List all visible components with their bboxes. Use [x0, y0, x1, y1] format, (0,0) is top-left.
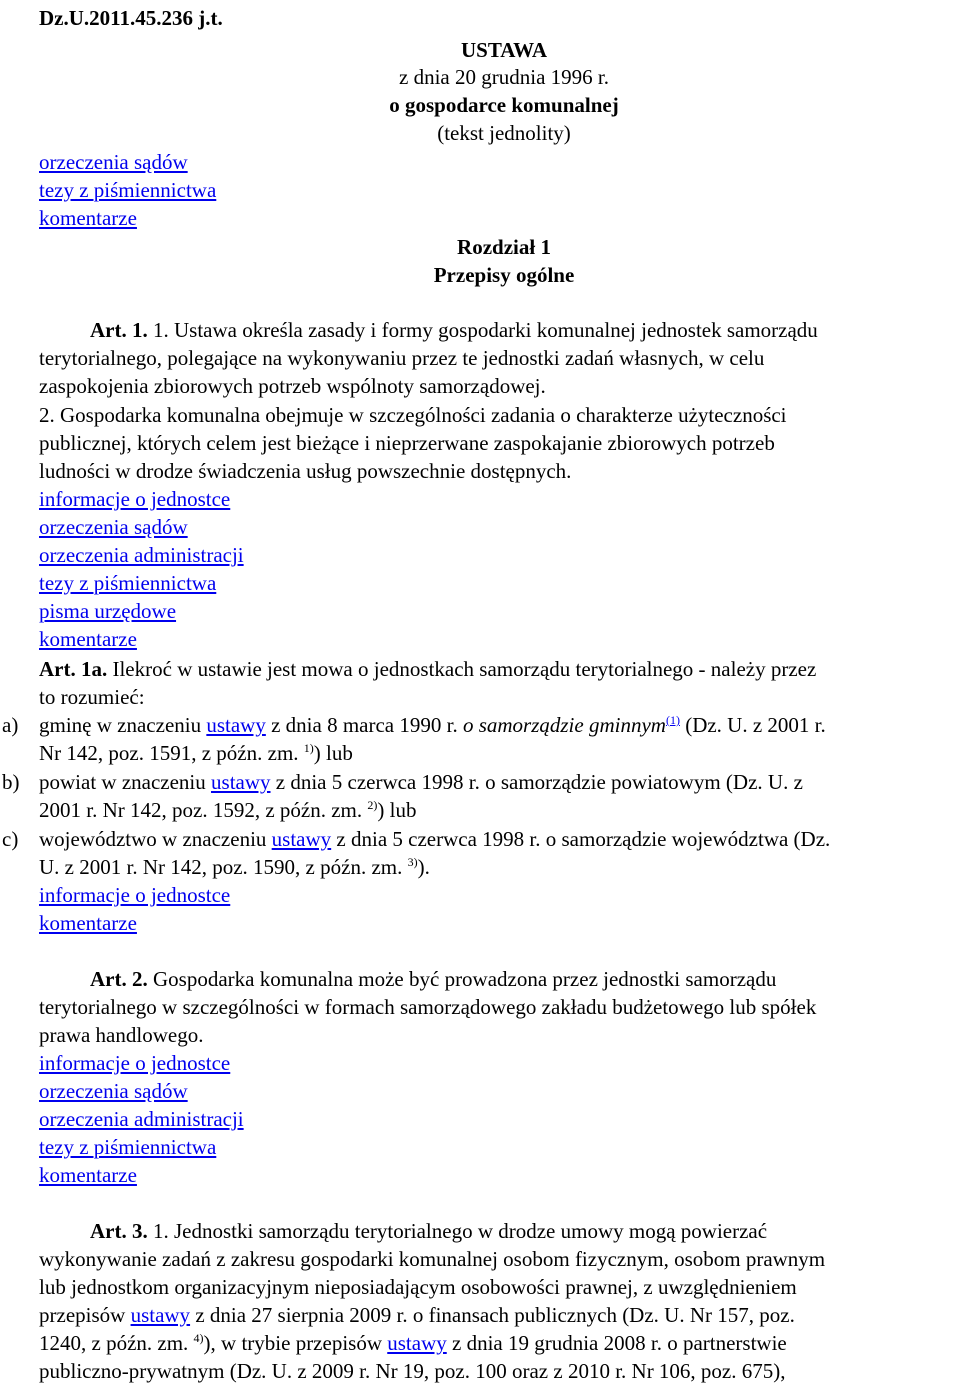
art1a-link-unit-info[interactable]: informacje o jednostce [39, 883, 231, 907]
art1-label: Art. 1. [90, 318, 148, 342]
art1a-item-b-line1 [39, 768, 803, 796]
art3-line5 [39, 1329, 787, 1357]
art3-act-link-1[interactable]: ustawy [130, 1303, 191, 1327]
art1-p2-text-3: ludności w drodze świadczenia usług powszechnie dostępnych. [39, 459, 572, 483]
art1a-item-c-pre: województwo w znaczeniu [39, 827, 267, 851]
art3-text-2: wykonywanie zadań z zakresu gospodarki komunalnej osobom fizycznym, osobom prawnym [39, 1247, 826, 1271]
art1a-item-b-line2-post: ) lub [377, 798, 417, 822]
art3-footnote: 4) [193, 1331, 204, 1345]
art1a-item-a-line2-post: ) lub [313, 741, 353, 765]
art1a-item-b-line2-pre: 2001 r. Nr 142, poz. 1592, z późn. zm. [39, 798, 363, 822]
art1-link-unit-info[interactable]: informacje o jednostce [39, 487, 231, 511]
art2-text-3: prawa handlowego. [39, 1023, 204, 1047]
art1a-text-1: Ilekroć w ustawie jest mowa o jednostkach samorządu terytorialnego - należy przez [112, 657, 817, 681]
art1a-item-c-line2 [39, 853, 430, 881]
art3-label: Art. 3. [90, 1219, 148, 1243]
art1-p1-number: 1. [152, 318, 169, 342]
art2-text-1: Gospodarka komunalna może być prowadzona przez jednostki samorządu [152, 967, 777, 991]
art1a-item-c-footnote: 3) [407, 855, 418, 869]
art1-p2-line1 [39, 401, 787, 429]
art2-link-literature-theses[interactable]: tezy z piśmiennictwa [39, 1135, 217, 1159]
art3-line4-post: z dnia 27 sierpnia 2009 r. o finansach publicznych (Dz. U. Nr 157, poz. [195, 1303, 795, 1327]
art1-p1-text-2: terytorialnego, polegające na wykonywaniu przez te jednostki zadań własnych, w celu [39, 346, 765, 370]
art1a-item-b-footnote: 2) [367, 798, 378, 812]
art3-line5-post: z dnia 19 grudnia 2008 r. o partnerstwie [452, 1331, 787, 1355]
art3-line4 [39, 1301, 795, 1329]
art1a-text-2: to rozumieć: [39, 685, 145, 709]
art1a-item-a-line2 [39, 739, 353, 767]
act-note: (tekst jednolity) [437, 121, 571, 145]
art1a-item-c-act-link[interactable]: ustawy [271, 827, 332, 851]
art3-line5-mid: ), w trybie przepisów [203, 1331, 382, 1355]
art1-p1-text-3: zaspokojenia zbiorowych potrzeb wspólnoty samorządowej. [39, 374, 546, 398]
act-date: z dnia 20 grudnia 1996 r. [399, 65, 609, 89]
art3-p1-number: 1. [152, 1219, 169, 1243]
art1a-item-c-post: z dnia 5 czerwca 1998 r. o samorządzie województwa (Dz. [336, 827, 831, 851]
art1a-item-a-act-title: o samorządzie gminnym [462, 713, 666, 737]
art2-text-2: terytorialnego w szczególności w formach samorządowego zakładu budżetowego lub spółek [39, 995, 817, 1019]
art1a-item-a-letter: a) [2, 713, 19, 737]
art2-link-commentaries[interactable]: komentarze [39, 1163, 137, 1187]
art1a-item-a-act-link[interactable]: ustawy [206, 713, 266, 737]
chapter-name: Przepisy ogólne [433, 263, 575, 287]
art1a-item-a-pre: gminę w znaczeniu [39, 713, 202, 737]
act-type: USTAWA [461, 38, 547, 62]
document-id: Dz.U.2011.45.236 j.t. [39, 6, 223, 30]
link-commentaries[interactable]: komentarze [39, 206, 137, 230]
art2-line1 [90, 965, 776, 993]
art1a-item-c-letter: c) [2, 827, 19, 851]
act-subject: o gospodarce komunalnej [389, 93, 619, 117]
art1a-item-a-tail: (Dz. U. z 2001 r. [685, 713, 826, 737]
art3-text-3: lub jednostkom organizacyjnym nieposiadającym osobowości prawnej, z uwzględnieniem [39, 1275, 797, 1299]
art3-text-1: Jednostki samorządu terytorialnego w drodze umowy mogą powierzać [173, 1219, 768, 1243]
art3-line5-pre: 1240, z późn. zm. [39, 1331, 189, 1355]
art1a-item-b-line2 [39, 796, 416, 824]
chapter-number: Rozdział 1 [457, 235, 551, 259]
link-court-rulings[interactable]: orzeczenia sądów [39, 150, 188, 174]
art1-line1 [90, 316, 818, 344]
art1a-label: Art. 1a. [39, 657, 108, 681]
art2-label: Art. 2. [90, 967, 148, 991]
art1-link-official-letters[interactable]: pisma urzędowe [39, 599, 177, 623]
art1-p2-text-1: Gospodarka komunalna obejmuje w szczególności zadania o charakterze użyteczności [60, 403, 787, 427]
art1a-link-commentaries[interactable]: komentarze [39, 911, 137, 935]
art1a-item-a-footnote-link[interactable]: (1) [665, 713, 680, 727]
art1a-item-a-footnote: 1) [303, 741, 314, 755]
art1a-item-a-line2-pre: Nr 142, poz. 1591, z późn. zm. [39, 741, 299, 765]
art1-link-commentaries[interactable]: komentarze [39, 627, 137, 651]
art1a-item-c-line2-post: ). [417, 855, 430, 879]
art1a-item-b-pre: powiat w znaczeniu [39, 770, 206, 794]
art1a-line1 [39, 655, 816, 683]
link-literature-theses[interactable]: tezy z piśmiennictwa [39, 178, 217, 202]
art1a-item-a-line1 [39, 711, 826, 739]
art1a-item-b-act-link[interactable]: ustawy [211, 770, 271, 794]
art2-link-court-rulings[interactable]: orzeczenia sądów [39, 1079, 188, 1103]
art1-p2-number: 2. [39, 403, 55, 427]
art1-p1-text-1: Ustawa określa zasady i formy gospodarki komunalnej jednostek samorządu [173, 318, 818, 342]
art3-act-link-2[interactable]: ustawy [387, 1331, 447, 1355]
art1a-item-a-post: z dnia 8 marca 1990 r. [271, 713, 458, 737]
art1a-item-c-line2-pre: U. z 2001 r. Nr 142, poz. 1590, z późn. zm. [39, 855, 403, 879]
art1a-item-b-post: z dnia 5 czerwca 1998 r. o samorządzie powiatowym (Dz. U. z [275, 770, 803, 794]
art1-p2-text-2: publicznej, których celem jest bieżące i nieprzerwane zaspokajanie zbiorowych potrzeb [39, 431, 775, 455]
art2-link-unit-info[interactable]: informacje o jednostce [39, 1051, 231, 1075]
art1-link-literature-theses[interactable]: tezy z piśmiennictwa [39, 571, 217, 595]
art3-text-6: publiczno-prywatnym (Dz. U. z 2009 r. Nr 19, poz. 100 oraz z 2010 r. Nr 106, poz. 675), [39, 1359, 786, 1383]
art1a-item-c-line1 [39, 825, 830, 853]
art3-line1 [90, 1217, 767, 1245]
art1a-item-b-letter: b) [2, 770, 20, 794]
art1-link-court-rulings[interactable]: orzeczenia sądów [39, 515, 188, 539]
art1-link-admin-rulings[interactable]: orzeczenia administracji [39, 543, 244, 567]
art3-line4-pre: przepisów [39, 1303, 126, 1327]
art2-link-admin-rulings[interactable]: orzeczenia administracji [39, 1107, 244, 1131]
